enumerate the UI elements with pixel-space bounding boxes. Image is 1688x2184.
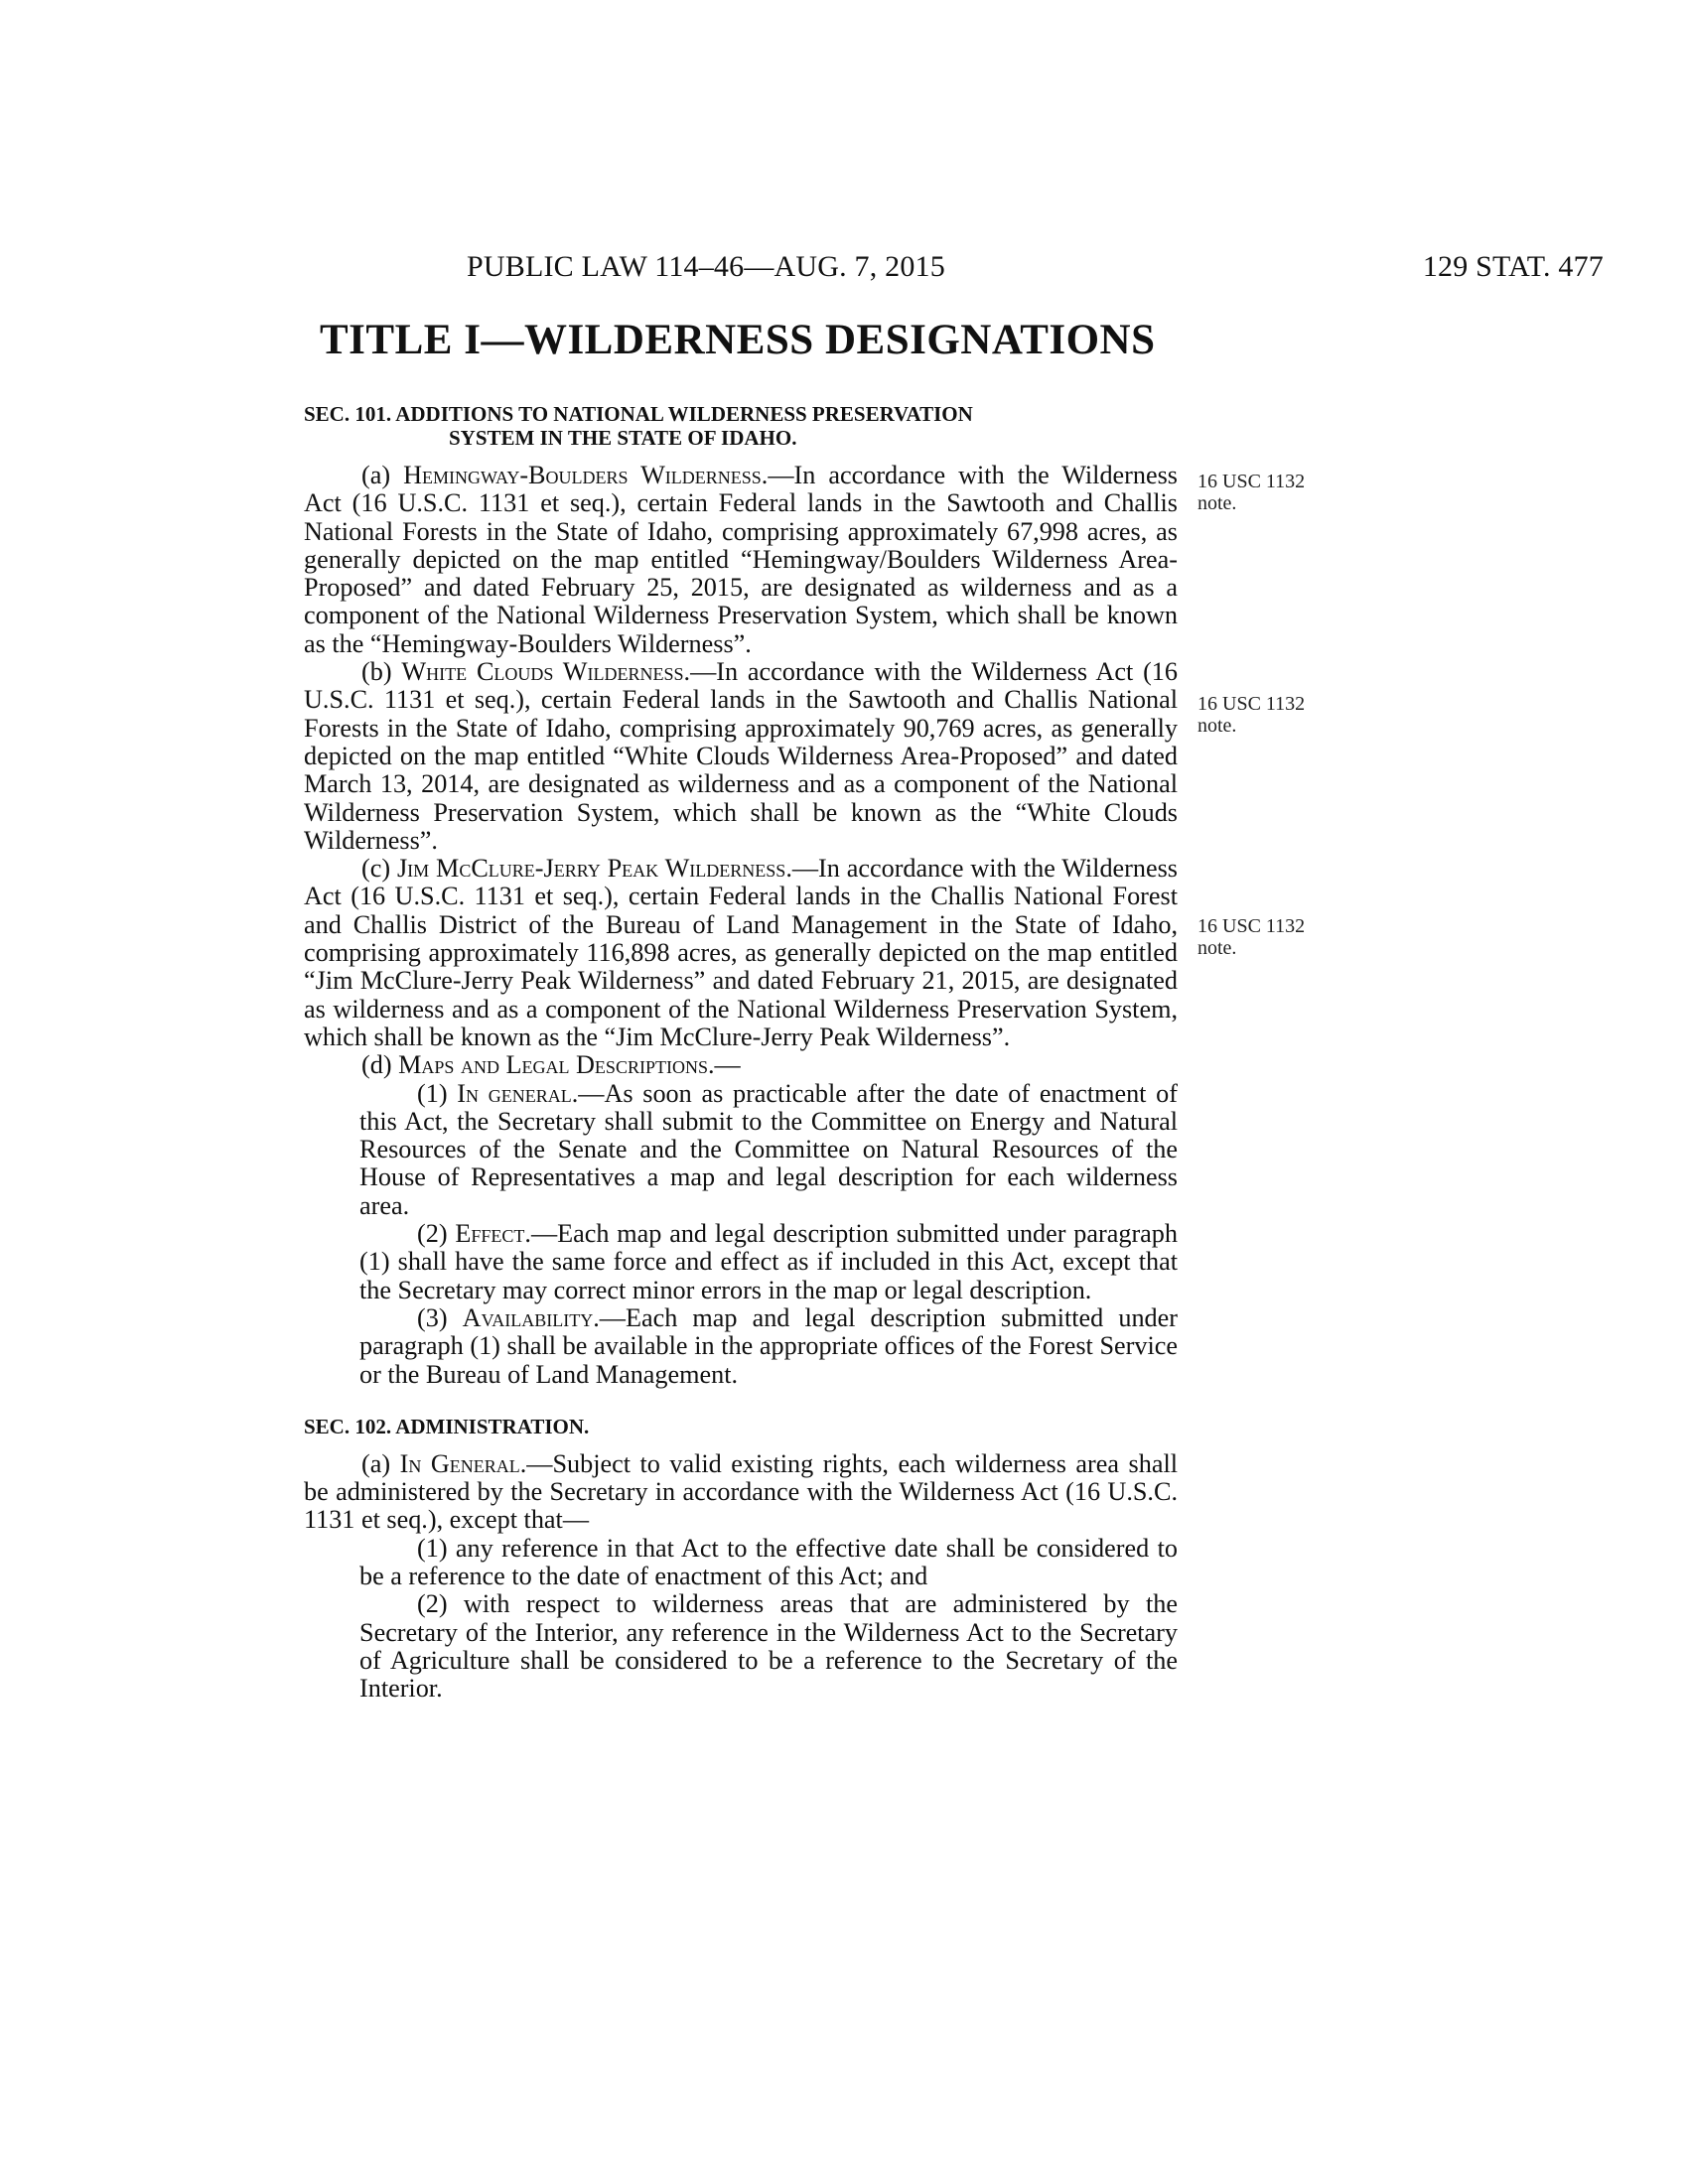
paragraph-caption: In General — [399, 1448, 520, 1478]
sec-101-d3-paragraph — [359, 1304, 1178, 1389]
paragraph-caption: Hemingway-Boulders Wilderness — [403, 461, 762, 489]
margin-note-citation: 16 USC 1132 — [1197, 471, 1306, 492]
paragraph-label: (3) — [417, 1302, 463, 1332]
paragraph-text: .—In accordance with the Wilderness Act (16 U.S.C. 1131 et seq.), certain Federal lands in the Challis National Forest and Challis District of the Bureau of Land Management in the State of Idaho, comprising approximately 116,898 acres, as generally depicted on the map entitled “Jim McClure-Jerry Peak Wilderness” and dated February 21, 2015, are designated as wilderness and as a component of the National Wilderness Preservation System, which shall be known as the “Jim McClure-Jerry Peak Wilderness”. — [304, 854, 1178, 1051]
paragraph-caption: Jim McClure-Jerry Peak Wilderness — [396, 854, 786, 884]
sec-102-a2-paragraph: (2) with respect to wilderness areas that are administered by the Secretary of the Interior, any reference in the Wilderness Act to the Secretary of Agriculture shall be considered to be a reference to the Secretary of the Interior. — [359, 1589, 1178, 1704]
running-head-citation: PUBLIC LAW 114–46—AUG. 7, 2015 — [467, 250, 945, 283]
body-text — [304, 402, 1178, 1703]
sec-101-heading-line2: SYSTEM IN THE STATE OF IDAHO. — [449, 426, 797, 450]
sec-101-c-paragraph — [304, 855, 1178, 1051]
paragraph-text: .—In accordance with the Wilderness Act (16 U.S.C. 1131 et seq.), certain Federal lands in the Sawtooth and Challis National Forests in the State of Idaho, comprising approximately 90,769 acres, as generally depicted on the map entitled “White Clouds Wilderness Area-Proposed” and dated March 13, 2014, are designated as wilderness and as a component of the National Wilderness Preservation System, which shall be known as the “White Clouds Wilderness”. — [304, 657, 1178, 855]
paragraph-text: .—Subject to valid existing rights, each wilderness area shall be administered by the Secretary in accordance with the Wilderness Act (16 U.S.C. 1131 et seq.), except that— — [304, 1448, 1178, 1535]
margin-note-usc — [1197, 471, 1305, 514]
paragraph-label: (2) — [417, 1219, 456, 1249]
sec-101-d-paragraph — [304, 1051, 1178, 1079]
paragraph-caption: White Clouds Wilderness — [401, 657, 684, 687]
paragraph-caption: Availability — [462, 1302, 594, 1332]
paragraph-text: .—As soon as practicable after the date of enactment of this Act, the Secretary shall submit to the Committee on Energy and Natural Resources of the Senate and the Committee on Natural Resources of the House of Representatives a map and legal description for each wilderness area. — [359, 1078, 1178, 1220]
paragraph-text: .—Each map and legal description submitted under paragraph (1) shall have the same force and effect as if included in this Act, except that the Secretary may correct minor errors in the map or legal description. — [359, 1219, 1178, 1304]
paragraph-label: (d) — [361, 1050, 399, 1080]
sec-101-d2-paragraph — [359, 1220, 1178, 1304]
sec-101-heading — [304, 402, 1178, 450]
title-heading: TITLE I—WILDERNESS DESIGNATIONS — [320, 317, 1156, 363]
sec-102-heading: SEC. 102. ADMINISTRATION. — [304, 1414, 590, 1438]
sec-102-a-paragraph — [304, 1450, 1178, 1535]
stat-page-number: 129 STAT. 477 — [1422, 250, 1604, 283]
paragraph-label: (a) — [361, 461, 404, 489]
sec-101-b-paragraph — [304, 658, 1178, 855]
sec-101-heading-line1: SEC. 101. ADDITIONS TO NATIONAL WILDERNESS PRESERVATION — [304, 402, 973, 426]
sec-102-a1-paragraph: (1) any reference in that Act to the effective date shall be considered to be a reference to the date of enactment of this Act; and — [359, 1533, 1178, 1590]
paragraph-caption: Effect — [455, 1219, 525, 1249]
paragraph-text: .—In accordance with the Wilderness Act (16 U.S.C. 1131 et seq.), certain Federal lands in the Sawtooth and Challis National Forests in the State of Idaho, comprising approximately 67,998 acres, as generally depicted on the map entitled “Hemingway/Boulders Wilderness Area-Proposed” and dated February 25, 2015, are designated as wilderness and as a component of the National Wilderness Preservation System, which shall be known as the “Hemingway-Boulders Wilderness”. — [304, 461, 1178, 658]
paragraph-caption: In general — [457, 1078, 572, 1108]
margin-note-suffix: note. — [1197, 492, 1237, 514]
paragraph-label: (1) — [417, 1078, 458, 1108]
paragraph-label: (b) — [361, 657, 402, 687]
paragraph-text: .—Each map and legal description submitted under paragraph (1) shall be available in the appropriate offices of the Forest Service or the Bureau of Land Management. — [359, 1302, 1178, 1389]
paragraph-label: (c) — [361, 854, 397, 884]
margin-note-suffix: note. — [1197, 715, 1237, 737]
running-head — [467, 250, 1604, 284]
paragraph-caption: Maps and Legal Descriptions — [398, 1050, 708, 1080]
sec-101-a-paragraph — [304, 462, 1178, 658]
paragraph-label: (a) — [361, 1448, 400, 1478]
margin-note-usc — [1197, 915, 1305, 959]
margin-note-suffix: note. — [1197, 937, 1237, 959]
sec-101-d1-paragraph — [359, 1080, 1178, 1220]
margin-note-citation: 16 USC 1132 — [1197, 693, 1306, 715]
paragraph-text: .— — [707, 1050, 741, 1080]
margin-note-citation: 16 USC 1132 — [1197, 915, 1306, 937]
margin-note-usc — [1197, 693, 1305, 737]
